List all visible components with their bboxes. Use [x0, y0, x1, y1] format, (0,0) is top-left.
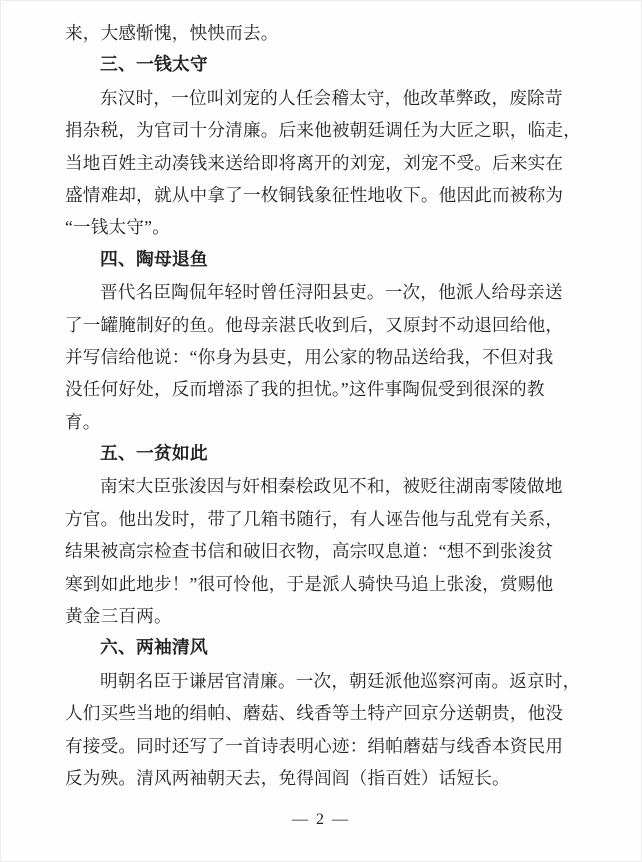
paragraph-line: 并写信给他说：“你身为县吏，用公家的物品送给我，不但对我	[65, 346, 554, 367]
paragraph-line: 人们买些当地的绢帕、蘑菇、线香等土特产回京分送朝贵，他没	[65, 703, 564, 724]
section-heading: 六、两袖清风	[100, 637, 208, 659]
paragraph-line: 了一罐腌制好的鱼。他母亲湛氏收到后，又原封不动退回给他，	[65, 314, 564, 335]
paragraph-line: 育。	[65, 411, 101, 432]
paragraph-line: 当地百姓主动凑钱来送给即将离开的刘宠，刘宠不受。后来实在	[65, 152, 564, 173]
section-heading: 四、陶母退鱼	[100, 248, 208, 270]
paragraph-line: 结果被高宗检查书信和破旧衣物，高宗叹息道：“想不到张浚贫	[65, 541, 554, 562]
paragraph-line: 方官。他出发时，带了几箱书随行，有人诬告他与乱党有关系，	[65, 508, 564, 529]
paragraph-line: 东汉时，一位叫刘宠的人任会稽太守，他改革弊政，废除苛	[100, 87, 563, 108]
paragraph-line: 南宋大臣张浚因与奸相秦桧政见不和，被贬往湖南零陵做地	[100, 476, 563, 497]
section-heading: 五、一贫如此	[100, 443, 208, 465]
paragraph-line: 没任何好处，反而增添了我的担忧。”这件事陶侃受到很深的教	[65, 379, 545, 400]
paragraph-continuation-line: 来，大感惭愧，怏怏而去。	[65, 23, 279, 43]
paragraph-line: “一钱太守”。	[65, 217, 170, 238]
paragraph-line: 寒到如此地步！”很可怜他，于是派人骑快马追上张浚，赏赐他	[65, 573, 554, 594]
paragraph-line: 晋代名臣陶侃年轻时曾任浔阳县吏。一次，他派人给母亲送	[100, 282, 563, 303]
paragraph-line: 捐杂税，为官司十分清廉。后来他被朝廷调任为大匠之职，临走，	[65, 120, 582, 141]
page-number: — 2 —	[292, 811, 350, 829]
section-heading: 三、一钱太守	[100, 54, 208, 76]
paragraph-line: 反为殃。清风两袖朝天去，免得闾阎（指百姓）话短长。	[65, 767, 510, 788]
paragraph-line: 明朝名臣于谦居官清廉。一次，朝廷派他巡察河南。返京时，	[100, 670, 581, 691]
paragraph-line: 盛情难却，就从中拿了一枚铜钱象征性地收下。他因此而被称为	[65, 184, 564, 205]
paragraph-line: 黄金三百两。	[65, 606, 172, 627]
document-body	[1, 1, 641, 794]
paragraph-line: 有接受。同时还写了一首诗表明心迹：绢帕蘑菇与线香本资民用	[65, 735, 564, 756]
